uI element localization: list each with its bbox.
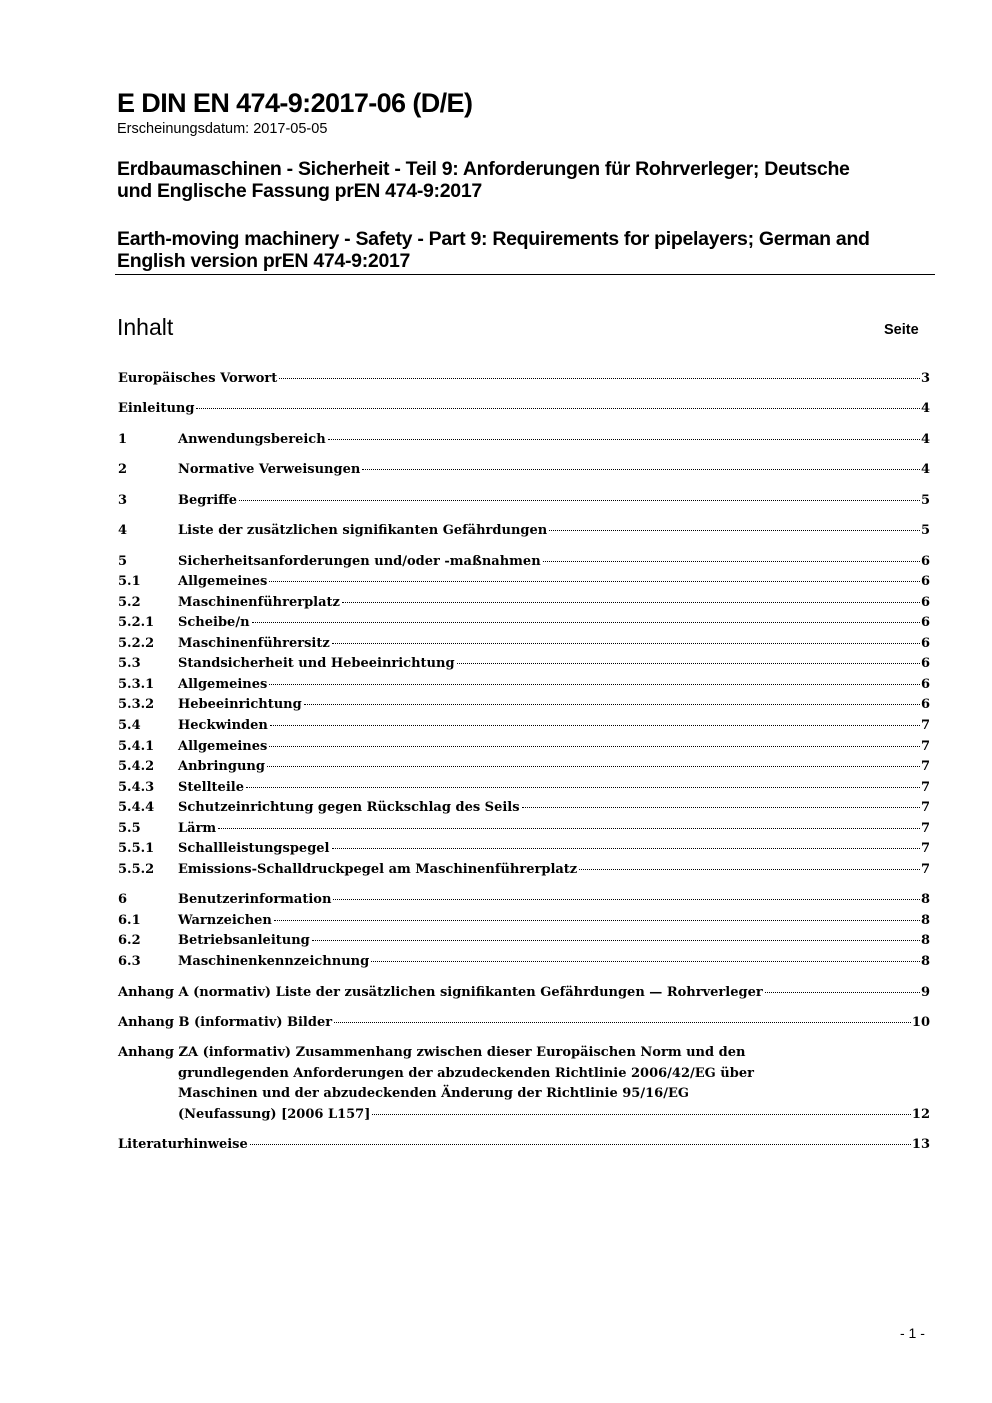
toc-entry-label: Maschinenführersitz: [178, 636, 330, 651]
toc-entry-label: Liste der zusätzlichen signifikanten Gefährdungen: [178, 523, 548, 538]
toc-entry-number: 5.4.4: [118, 800, 155, 815]
toc-entry-number: 5.2.1: [118, 615, 155, 630]
toc-entry-label: Schutzeinrichtung gegen Rückschlag des Seils: [178, 800, 520, 815]
toc-entry-number: 6.3: [118, 954, 141, 969]
toc-dot-leader: [332, 848, 920, 849]
toc-entry-label: Literaturhinweise: [118, 1137, 248, 1152]
toc-entry[interactable]: [118, 954, 930, 974]
toc-entry-label: Schallleistungspegel: [178, 841, 330, 856]
toc-entry-label: Heckwinden: [178, 718, 268, 733]
toc-entry-number: 5.4.3: [118, 780, 155, 795]
toc-entry-number: 4: [118, 523, 128, 538]
toc-entry-label: Anbringung: [178, 759, 265, 774]
toc-entry-page: 8: [920, 913, 930, 928]
toc-entry-number: 5.3.1: [118, 677, 155, 692]
toc-dot-leader: [549, 530, 920, 531]
toc-entry-number: 1: [118, 432, 128, 447]
toc-entry-label: Standsicherheit und Hebeeinrichtung: [178, 656, 455, 671]
toc-dot-leader: [312, 940, 920, 941]
toc-entry[interactable]: [118, 985, 930, 1005]
title-english: [117, 228, 870, 272]
toc-entry[interactable]: [118, 933, 930, 953]
toc-entry[interactable]: [118, 841, 930, 861]
toc-dot-leader: [218, 828, 920, 829]
toc-entry-label: Hebeeinrichtung: [178, 697, 302, 712]
toc-entry[interactable]: [118, 739, 930, 759]
toc-entry-label: Stellteile: [178, 780, 244, 795]
toc-entry-number: 5.1: [118, 574, 141, 589]
toc-entry-number: 2: [118, 462, 128, 477]
toc-entry-label: Scheibe/n: [178, 615, 250, 630]
toc-entry-page: 7: [920, 821, 930, 836]
toc-dot-leader: [239, 500, 920, 501]
toc-dot-leader: [196, 408, 920, 409]
toc-entry-label: Normative Verweisungen: [178, 462, 361, 477]
toc-dot-leader: [252, 622, 920, 623]
toc-entry-page: 6: [920, 574, 930, 589]
toc-entry[interactable]: [118, 432, 930, 452]
toc-entry[interactable]: [118, 615, 930, 635]
toc-dot-leader: [269, 684, 920, 685]
toc-entry[interactable]: [118, 677, 930, 697]
toc-entry-page: 10: [911, 1015, 930, 1030]
toc-dot-leader: [579, 869, 920, 870]
toc-entry-label: Betriebsanleitung: [178, 933, 310, 948]
toc-dot-leader: [267, 766, 920, 767]
toc-entry-label: Allgemeines: [178, 739, 268, 754]
toc-entry[interactable]: [118, 892, 930, 912]
toc-entry-number: 6: [118, 892, 128, 907]
toc-entry-page: 8: [920, 933, 930, 948]
toc-entry-number: 5.4.2: [118, 759, 155, 774]
toc-entry[interactable]: [118, 759, 930, 779]
toc-dot-leader: [522, 807, 920, 808]
toc-dot-leader: [250, 1144, 911, 1145]
toc-entry-page: 7: [920, 759, 930, 774]
toc-dot-leader: [269, 746, 920, 747]
title-english-line-2: English version prEN 474-9:2017: [117, 250, 411, 272]
toc-entry-page: 5: [920, 493, 930, 508]
toc-entry-number: 6.1: [118, 913, 141, 928]
toc-entry-label: Maschinenführerplatz: [178, 595, 340, 610]
toc-page-column-label: Seite: [884, 322, 919, 338]
title-german-line-2: und Englische Fassung prEN 474-9:2017: [117, 180, 482, 202]
toc-entry-label: Europäisches Vorwort: [118, 371, 278, 386]
toc-dot-leader: [543, 561, 920, 562]
toc-entry-label: Warnzeichen: [178, 913, 272, 928]
toc-entry-number: 6.2: [118, 933, 141, 948]
toc-dot-leader: [332, 643, 920, 644]
toc-entry-page: 7: [920, 841, 930, 856]
toc-dot-leader: [246, 787, 920, 788]
toc-annex-za-line-2[interactable]: grundlegenden Anforderungen der abzudeckenden Richtlinie 2006/42/EG über: [178, 1066, 754, 1081]
toc-entry[interactable]: [118, 574, 930, 594]
toc-dot-leader: [362, 469, 920, 470]
toc-entry-page: 9: [920, 985, 930, 1000]
toc-entry-number: 5.2.2: [118, 636, 155, 651]
toc-entry-page: 7: [920, 739, 930, 754]
title-german-line-1: Erdbaumaschinen - Sicherheit - Teil 9: Anforderungen für Rohrverleger; Deutsche: [117, 158, 850, 180]
toc-entry[interactable]: [118, 371, 930, 391]
toc-dot-leader: [270, 725, 920, 726]
toc-entry-page: 6: [920, 595, 930, 610]
page-number: - 1 -: [900, 1325, 925, 1341]
toc-entry-label: Allgemeines: [178, 677, 268, 692]
toc-entry-page: 6: [920, 615, 930, 630]
toc-entry-page: 6: [920, 656, 930, 671]
toc-entry-label: Anhang A (normativ) Liste der zusätzlichen signifikanten Gefährdungen — Rohrverleger: [118, 985, 763, 1000]
toc-entry-number: 5.5.2: [118, 862, 155, 877]
toc-dot-leader: [274, 920, 920, 921]
toc-entry-page: 4: [920, 432, 930, 447]
title-german: [117, 158, 850, 202]
toc-entry-label: Begriffe: [178, 493, 238, 508]
document-title: E DIN EN 474-9:2017-06 (D/E): [117, 88, 473, 118]
toc-entry-page: 6: [920, 636, 930, 651]
toc-annex-za-line-3[interactable]: Maschinen und der abzudeckenden Änderung der Richtlinie 95/16/EG: [178, 1086, 689, 1101]
toc-entry-page: 8: [920, 892, 930, 907]
toc-dot-leader: [457, 663, 920, 664]
toc-entry-number: 5.4.1: [118, 739, 155, 754]
toc-entry[interactable]: [118, 862, 930, 882]
toc-entry[interactable]: [118, 493, 930, 513]
toc-entry-label: Sicherheitsanforderungen und/oder -maßnahmen: [178, 554, 541, 569]
toc-entry[interactable]: [118, 913, 930, 933]
toc-entry-number: 5.3.2: [118, 697, 155, 712]
toc-entry-number: 5.3: [118, 656, 141, 671]
toc-entry-page: 6: [920, 697, 930, 712]
toc-entry-label: Anwendungsbereich: [178, 432, 326, 447]
toc-dot-leader: [371, 961, 920, 962]
toc-entry[interactable]: [118, 697, 930, 717]
toc-entry-number: 5.5: [118, 821, 141, 836]
toc-annex-za-line-4[interactable]: [178, 1107, 930, 1122]
toc-entry-number: 3: [118, 493, 128, 508]
toc-entry-label: Lärm: [178, 821, 217, 836]
toc-entry[interactable]: [118, 595, 930, 615]
toc-entry[interactable]: [118, 523, 930, 543]
toc-dot-leader: [342, 602, 920, 603]
toc-entry-number: 5: [118, 554, 128, 569]
toc-dot-leader: [334, 1022, 911, 1023]
toc-entry[interactable]: [118, 821, 930, 841]
toc-entry[interactable]: [118, 401, 930, 421]
toc-dot-leader: [328, 439, 920, 440]
toc-entry-page: 6: [920, 677, 930, 692]
toc-entry-page: 3: [920, 371, 930, 386]
publication-date: Erscheinungsdatum: 2017-05-05: [117, 121, 328, 137]
toc-dot-leader: [765, 992, 920, 993]
toc-entry-page: 13: [911, 1137, 930, 1152]
toc-dot-leader: [372, 1114, 911, 1115]
toc-entry-page: 7: [920, 800, 930, 815]
toc-entry-bibliography[interactable]: [118, 1137, 930, 1157]
toc-entry-page: 6: [920, 554, 930, 569]
toc-entry[interactable]: [118, 1015, 930, 1035]
title-english-line-1: Earth-moving machinery - Safety - Part 9: Requirements for pipelayers; German and: [117, 228, 870, 250]
toc-annex-za-page: 12: [911, 1107, 930, 1122]
toc-entry[interactable]: [118, 462, 930, 482]
toc-heading: Inhalt: [117, 314, 174, 340]
toc-dot-leader: [269, 581, 920, 582]
toc-entry-number: 5.2: [118, 595, 141, 610]
toc-entry-label: Allgemeines: [178, 574, 268, 589]
toc-entry-page: 7: [920, 718, 930, 733]
toc-annex-za-label: (Neufassung) [2006 L157]: [178, 1107, 371, 1122]
toc-entry-page: 4: [920, 401, 930, 416]
toc-entry[interactable]: [118, 780, 930, 800]
toc-entry-page: 7: [920, 862, 930, 877]
toc-entry-label: Einleitung: [118, 401, 195, 416]
toc-dot-leader: [304, 704, 920, 705]
toc-annex-za-line-1[interactable]: Anhang ZA (informativ) Zusammenhang zwischen dieser Europäischen Norm und den: [118, 1045, 746, 1060]
toc-dot-leader: [279, 378, 920, 379]
toc-entry-page: 4: [920, 462, 930, 477]
header-rule: [115, 274, 935, 275]
toc-entry[interactable]: [118, 636, 930, 656]
toc-dot-leader: [333, 899, 920, 900]
toc-entry-label: Anhang B (informativ) Bilder: [118, 1015, 333, 1030]
toc-entry-label: Emissions-Schalldruckpegel am Maschinenführerplatz: [178, 862, 578, 877]
toc-entry[interactable]: [118, 718, 930, 738]
toc-entry-page: 7: [920, 780, 930, 795]
toc-entry-label: Maschinenkennzeichnung: [178, 954, 370, 969]
toc-entry-label: Benutzerinformation: [178, 892, 332, 907]
toc-entry-number: 5.4: [118, 718, 141, 733]
toc-entry[interactable]: [118, 800, 930, 820]
toc-entry[interactable]: [118, 554, 930, 574]
toc-entry-page: 5: [920, 523, 930, 538]
toc-entry[interactable]: [118, 656, 930, 676]
toc-entry-page: 8: [920, 954, 930, 969]
toc-entry-number: 5.5.1: [118, 841, 155, 856]
